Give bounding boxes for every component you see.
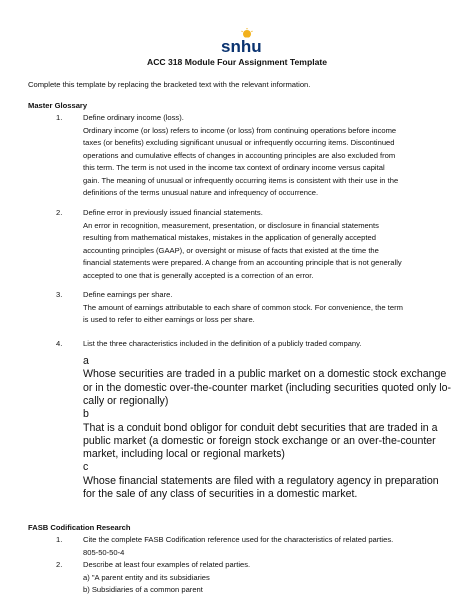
- characteristic-c-label: c: [83, 461, 89, 474]
- glossary-item-2-answer-line: accepted to one that is generally accepted is a correction of an error.: [83, 270, 314, 280]
- fasb-item-2-answer-line: a) "A parent entity and its subsidiaries: [83, 572, 210, 582]
- characteristic-c-line: for the sale of any class of securities in a domestic market.: [83, 488, 358, 500]
- fasb-item-2-question: Describe at least four examples of related parties.: [83, 560, 251, 569]
- glossary-item-3-answer-line: The amount of earnings attributable to each share of common stock. For convenience, the term: [83, 302, 403, 312]
- characteristic-a-line: or in the domestic over-the-counter market (including securities quoted only lo-: [83, 381, 452, 394]
- snhu-logo: [219, 28, 263, 58]
- characteristic-b-line: market, including local or regional markets): [83, 448, 285, 461]
- characteristic-b-line: public market (a domestic or foreign stock exchange or an over-the-counter: [83, 434, 436, 447]
- intro-text: Complete this template by replacing the bracketed text with the relevant information.: [28, 80, 311, 89]
- glossary-item-2-answer-line: accounting principles (GAAP), or oversight or misuse of facts that existed at the time the: [83, 245, 379, 255]
- characteristic-b-line: That is a conduit bond obligor for conduit debt securities that are traded in a: [83, 421, 438, 434]
- fasb-item-1-number: 1.: [56, 535, 63, 544]
- characteristic-a-label: a: [83, 355, 89, 367]
- fasb-item-1-answer: 805-50-50-4: [83, 547, 125, 557]
- glossary-item-1-answer-line: this term. The term is not used in the income tax context of ordinary income versus capital: [83, 163, 385, 172]
- glossary-item-2-answer-line: financial statements were prepared. A change from an accounting principle that is not generally: [83, 258, 402, 267]
- glossary-heading: Master Glossary: [28, 101, 88, 110]
- glossary-item-2-number: 2.: [56, 208, 63, 217]
- glossary-item-2-question: Define error in previously issued financial statements.: [83, 208, 263, 217]
- glossary-item-3-question: Define earnings per share.: [83, 290, 173, 299]
- characteristic-a-line: Whose securities are traded in a public market on a domestic stock exchange: [83, 368, 447, 381]
- fasb-heading: FASB Codification Research: [28, 523, 131, 532]
- glossary-item-2-answer-line: resulting from mathematical mistakes, mistakes in the application of generally accepted: [83, 233, 376, 242]
- glossary-item-4-number: 4.: [56, 339, 63, 348]
- document-title: ACC 318 Module Four Assignment Template: [146, 57, 327, 67]
- glossary-item-1-answer-line: taxes (or benefits) excluding significant unusual or infrequently occurring items. Discontinued: [83, 138, 395, 147]
- glossary-item-1-question: Define ordinary income (loss).: [83, 113, 184, 122]
- characteristic-a-line: cally or regionally): [83, 394, 169, 407]
- glossary-item-1-answer-line: Ordinary income (or loss) refers to income (or loss) from continuing operations before income: [83, 125, 397, 135]
- characteristic-c-line: Whose financial statements are filed with a regulatory agency in preparation: [83, 474, 439, 487]
- glossary-item-2-answer-line: An error in recognition, measurement, presentation, or disclosure in financial statements: [83, 220, 379, 230]
- glossary-item-1-number: 1.: [56, 113, 63, 122]
- fasb-item-2-answer-line: b) Subsidiaries of a common parent: [83, 585, 203, 594]
- glossary-item-1-answer-line: operations and cumulative effects of changes in accounting principles are also excluded from: [83, 150, 396, 160]
- glossary-item-3-number: 3.: [56, 290, 63, 299]
- glossary-item-3-answer-line: is used to refer to either earnings or loss per share.: [83, 315, 255, 324]
- fasb-item-2-number: 2.: [56, 560, 63, 569]
- glossary-item-4-question: List the three characteristics included in the definition of a publicly traded company.: [83, 339, 362, 348]
- logo-wordmark: snhu: [221, 37, 262, 56]
- glossary-item-1-answer-line: definitions of the terms unusual nature and infrequency of occurrence.: [83, 188, 319, 197]
- characteristic-b-label: b: [83, 408, 89, 421]
- glossary-item-1-answer-line: gain. The meaning of unusual or infrequently occurring items is consistent with their use in the: [83, 175, 399, 185]
- fasb-item-1-question: Cite the complete FASB Codification reference used for the characteristics of related parties.: [83, 535, 394, 544]
